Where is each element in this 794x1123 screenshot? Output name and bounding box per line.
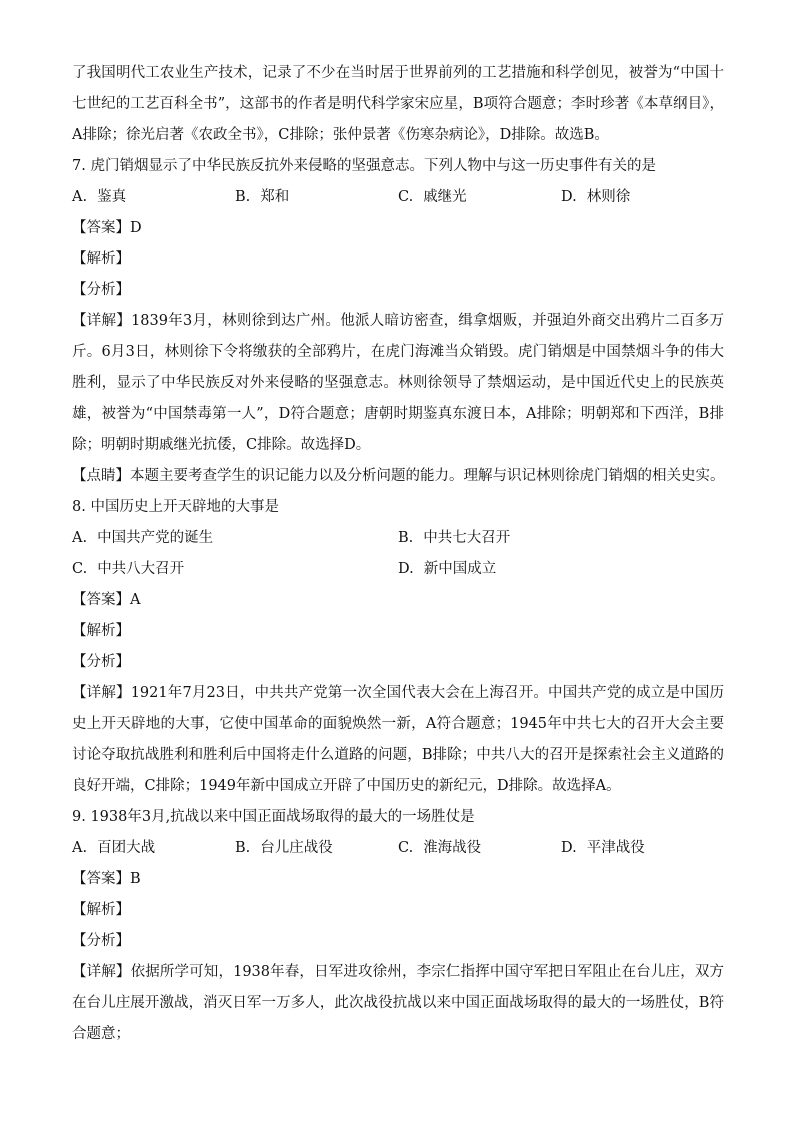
q8-fenxi-heading: 【分析】: [72, 654, 130, 670]
q8-option-d[interactable]: D. 新中国成立: [398, 561, 497, 577]
q9-fenxi-heading: 【分析】: [72, 933, 130, 949]
q7-answer: 【答案】D: [72, 220, 142, 236]
q7-detail: 【详解】1839年3月，林则徐到达广州。他派人暗访密查，缉拿烟贩，并强迫外商交出鸦片二百多万斤。6月3日，林则徐下令将缴获的全部鸦片，在虎门海滩当众销毁。虎门销烟是中国禁烟斗争的伟大胜利，显示了中华民族反对外来侵略的坚强意志。林则徐领导了禁烟运动，是中国近代史上的民族英雄，被誉为“中国禁毒第一人”，D符合题意；唐朝时期鉴真东渡日本，A排除；明朝郑和下西洋，B排除；明朝时期戚继光抗倭，C排除。故选择D。: [72, 313, 724, 453]
q7-option-b[interactable]: B. 郑和: [235, 189, 290, 205]
q7-option-a[interactable]: A. 鉴真: [72, 189, 127, 205]
question-7-options: [72, 182, 724, 213]
q9-option-a[interactable]: A. 百团大战: [72, 840, 156, 856]
q8-jiexi-heading: 【解析】: [72, 623, 130, 639]
question-9-options: [72, 833, 724, 864]
q7-dianjing: 【点睛】本题主要考查学生的识记能力以及分析问题的能力。理解与识记林则徐虎门销烟的相关史实。: [72, 468, 725, 484]
intro-paragraph: 了我国明代工农业生产技术，记录了不少在当时居于世界前列的工艺措施和科学创见，被誉为“中国十七世纪的工艺百科全书”，这部书的作者是明代科学家宋应星，B项符合题意；李时珍著《本草纲目》，A排除；徐光启著《农政全书》，C排除；张仲景著《伤寒杂病论》，D排除。故选B。: [72, 65, 724, 143]
q9-option-c[interactable]: C. 淮海战役: [398, 840, 482, 856]
q9-answer: 【答案】B: [72, 871, 141, 887]
q9-option-d[interactable]: D. 平津战役: [561, 840, 645, 856]
q7-option-c[interactable]: C. 戚继光: [398, 189, 467, 205]
question-9-stem: 9. 1938年3月,抗战以来中国正面战场取得的最大的一场胜仗是: [72, 809, 475, 825]
q9-detail: 【详解】依据所学可知，1938年春，日军进攻徐州，李宗仁指挥中国守军把日军阻止在台儿庄，双方在台儿庄展开激战，消灭日军一万多人，此次战役抗战以来中国正面战场取得的最大的一场胜仗，B符合题意；: [72, 964, 724, 1042]
q8-option-b[interactable]: B. 中共七大召开: [398, 530, 511, 546]
q7-option-d[interactable]: D. 林则徐: [561, 189, 631, 205]
q9-option-b[interactable]: B. 台儿庄战役: [235, 840, 333, 856]
q8-detail: 【详解】1921年7月23日，中共共产党第一次全国代表大会在上海召开。中国共产党的成立是中国历史上开天辟地的大事，它使中国革命的面貌焕然一新，A符合题意；1945年中共七大的召开大会主要讨论夺取抗战胜利和胜利后中国将走什么道路的问题，B排除；中共八大的召开是探索社会主义道路的良好开端，C排除；1949年新中国成立开辟了中国历史的新纪元，D排除。故选择A。: [72, 685, 724, 794]
q7-fenxi-heading: 【分析】: [72, 282, 130, 298]
document-page: [72, 58, 724, 1050]
question-8-options-row-1: [72, 523, 724, 554]
q8-answer: 【答案】A: [72, 592, 141, 608]
question-8-options-row-2: [72, 554, 724, 585]
q7-jiexi-heading: 【解析】: [72, 251, 130, 267]
q9-jiexi-heading: 【解析】: [72, 902, 130, 918]
q8-option-c[interactable]: C. 中共八大召开: [72, 561, 185, 577]
q8-option-a[interactable]: A. 中国共产党的诞生: [72, 530, 214, 546]
question-8-stem: 8. 中国历史上开天辟地的大事是: [72, 499, 279, 515]
question-7-stem: 7. 虎门销烟显示了中华民族反抗外来侵略的坚强意志。下列人物中与这一历史事件有关的是: [72, 158, 656, 174]
